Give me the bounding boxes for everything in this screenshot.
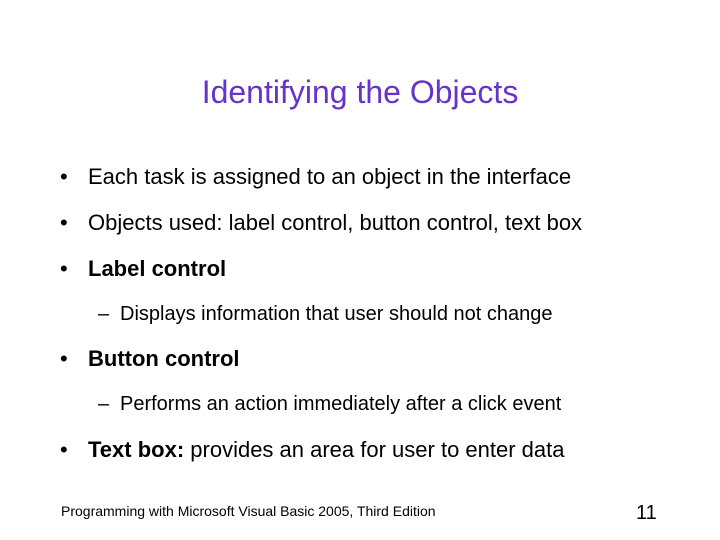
bullet-icon: • bbox=[60, 437, 68, 462]
bullet-text: Each task is assigned to an object in the interface bbox=[88, 164, 572, 189]
bullet-text: Objects used: label control, button control, text box bbox=[88, 210, 583, 235]
bullet-icon: • bbox=[60, 210, 68, 235]
sub-bullet-item-2 bbox=[98, 392, 561, 416]
bullet-item-4 bbox=[60, 346, 240, 372]
bullet-item-5 bbox=[60, 437, 565, 463]
bullet-icon: • bbox=[60, 346, 68, 371]
bullet-item-2 bbox=[60, 210, 582, 236]
bullet-bold-text: Label control bbox=[88, 256, 227, 281]
bullet-icon: • bbox=[60, 164, 68, 189]
page-number: 11 bbox=[636, 502, 657, 524]
sub-bullet-text: Performs an action immediately after a click event bbox=[120, 393, 562, 415]
bullet-item-1 bbox=[60, 164, 571, 190]
sub-bullet-text: Displays information that user should not change bbox=[120, 303, 553, 325]
sub-bullet-icon: – bbox=[98, 393, 110, 415]
bullet-item-3 bbox=[60, 256, 226, 282]
bullet-icon: • bbox=[60, 256, 68, 281]
sub-bullet-icon: – bbox=[98, 303, 110, 325]
bullet-bold-text: Text box: bbox=[88, 437, 185, 462]
slide-footer: Programming with Microsoft Visual Basic 2005, Third Edition bbox=[61, 503, 436, 519]
bullet-bold-text: Button control bbox=[88, 346, 240, 371]
slide-title bbox=[0, 74, 720, 111]
slide-title-text: Identifying the Objects bbox=[201, 74, 519, 110]
sub-bullet-item-1 bbox=[98, 302, 552, 326]
bullet-text: provides an area for user to enter data bbox=[184, 437, 565, 462]
